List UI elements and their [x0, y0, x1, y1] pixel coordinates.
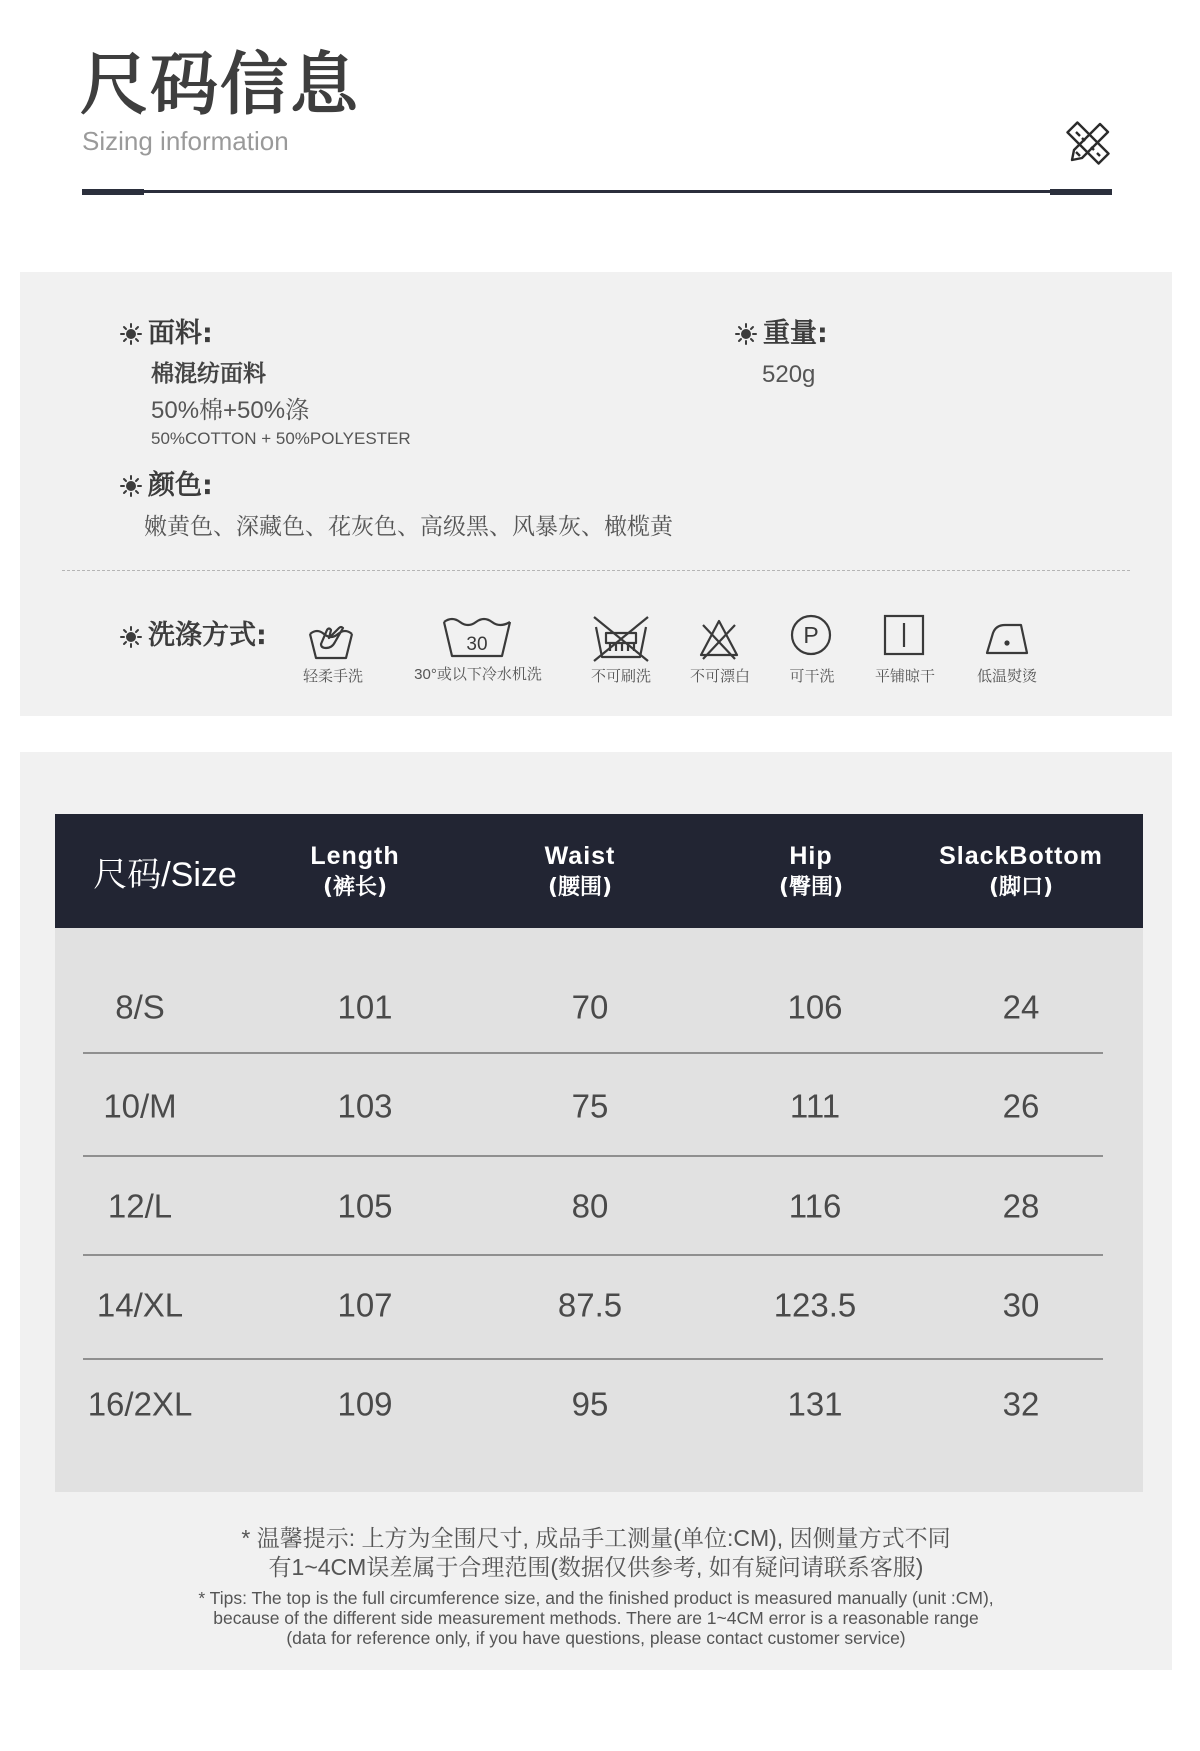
sun-bullet-icon — [120, 475, 142, 497]
cell-length: 109 — [337, 1385, 393, 1423]
cell-waist: 87.5 — [557, 1286, 623, 1324]
header-waist-cn: (腰围) — [547, 875, 613, 900]
cell-hip: 106 — [787, 988, 843, 1026]
fabric-composition-cn: 50%棉+50%涤 — [151, 397, 310, 424]
cell-length: 107 — [337, 1286, 393, 1324]
cell-hip: 116 — [788, 1187, 842, 1225]
header-slackbottom-cn: (脚口) — [988, 875, 1054, 900]
header-length-en: Length — [310, 842, 400, 870]
size-chart-panel — [20, 752, 1172, 1670]
fabric-composition-en: 50%COTTON + 50%POLYESTER — [151, 429, 411, 448]
header-hip-cn: (臀围) — [778, 875, 844, 900]
cell-slackbottom: 28 — [1002, 1187, 1040, 1225]
cell-slackbottom: 30 — [1002, 1286, 1040, 1324]
no-bleach-label: 不可漂白 — [689, 668, 751, 685]
cell-waist: 75 — [571, 1087, 609, 1125]
cell-size: 16/2XL — [87, 1385, 193, 1423]
header-waist-en: Waist — [544, 842, 616, 870]
svg-text:P: P — [803, 622, 819, 648]
header-length — [255, 814, 455, 928]
header-divider — [82, 190, 1112, 193]
cell-slackbottom: 26 — [1002, 1087, 1040, 1125]
dry-flat-label: 平铺晾干 — [874, 668, 936, 685]
sun-bullet-icon — [120, 626, 142, 648]
sun-bullet-icon — [735, 323, 757, 345]
note-cn-line2: 有1~4CM误差属于合理范围(数据仅供参考, 如有疑问请联系客服) — [268, 1554, 924, 1580]
header-divider-cap-left — [82, 189, 144, 195]
note-en-line2: because of the different side measurement methods. There are 1~4CM error is a reasonable range — [213, 1608, 979, 1628]
no-bleach-icon — [697, 614, 741, 664]
cell-hip: 111 — [789, 1087, 841, 1125]
sun-bullet-icon — [120, 323, 142, 345]
cell-waist: 95 — [571, 1385, 609, 1423]
note-en-line1: * Tips: The top is the full circumference size, and the finished product is measured manually (unit :CM), — [198, 1588, 994, 1608]
low-iron-label: 低温熨烫 — [976, 668, 1038, 685]
ruler-pencil-icon — [1062, 118, 1114, 170]
colors-value: 嫩黄色、深藏色、花灰色、高级黑、风暴灰、橄榄黄 — [144, 513, 673, 539]
cell-size: 12/L — [107, 1187, 173, 1225]
svg-text:30: 30 — [466, 634, 488, 655]
hand-wash-label: 轻柔手洗 — [302, 668, 364, 685]
cell-slackbottom: 24 — [1002, 988, 1040, 1026]
cell-hip: 131 — [787, 1385, 843, 1423]
row-divider — [83, 1358, 1103, 1360]
cell-length: 101 — [337, 988, 393, 1026]
header-length-cn: (裤长) — [322, 875, 388, 900]
fabric-name: 棉混纺面料 — [151, 361, 266, 387]
header-size-label: 尺码/Size — [93, 855, 237, 894]
header-hip-en: Hip — [789, 842, 833, 870]
cell-hip: 123.5 — [773, 1286, 857, 1324]
header-size — [55, 814, 275, 928]
cell-slackbottom: 32 — [1002, 1385, 1040, 1423]
header-hip — [711, 814, 911, 928]
machine-wash-30-icon — [440, 612, 514, 662]
dry-flat-icon — [882, 613, 926, 657]
hand-wash-icon — [304, 614, 358, 664]
cell-size: 10/M — [103, 1087, 177, 1125]
cell-waist: 70 — [571, 988, 609, 1026]
header-slackbottom — [901, 814, 1141, 928]
page-title: 尺码信息 — [80, 46, 361, 125]
row-divider — [83, 1052, 1103, 1054]
note-en-line3: (data for reference only, if you have questions, please contact customer service) — [286, 1628, 906, 1648]
machine-wash-label: 30°或以下冷水机洗 — [414, 666, 542, 683]
no-brush-icon — [590, 613, 652, 663]
cell-size: 8/S — [115, 988, 165, 1026]
dry-clean-icon — [789, 613, 833, 657]
cell-size: 14/XL — [96, 1286, 184, 1324]
header-divider-cap-right — [1050, 189, 1112, 195]
cell-waist: 80 — [571, 1187, 609, 1225]
header-waist — [480, 814, 680, 928]
cell-length: 105 — [337, 1187, 393, 1225]
weight-value: 520g — [762, 361, 816, 388]
row-divider — [83, 1155, 1103, 1157]
fabric-label: 面料: — [148, 318, 213, 349]
weight-label: 重量: — [763, 318, 828, 349]
header-slackbottom-en: SlackBottom — [939, 842, 1103, 870]
row-divider — [83, 1254, 1103, 1256]
product-specs-panel — [20, 272, 1172, 716]
dashed-divider — [62, 570, 1130, 571]
wash-label: 洗涤方式: — [148, 620, 267, 651]
low-iron-icon — [983, 613, 1031, 657]
dry-clean-label: 可干洗 — [789, 668, 835, 685]
cell-length: 103 — [337, 1087, 393, 1125]
page-subtitle: Sizing information — [82, 126, 289, 156]
size-table-body — [55, 928, 1143, 1492]
size-table-header — [55, 814, 1143, 928]
colors-label: 颜色: — [148, 470, 213, 501]
no-brush-label: 不可刷洗 — [590, 668, 652, 685]
note-cn-line1: * 温馨提示: 上方为全围尺寸, 成品手工测量(单位:CM), 因侧量方式不同 — [241, 1525, 951, 1551]
